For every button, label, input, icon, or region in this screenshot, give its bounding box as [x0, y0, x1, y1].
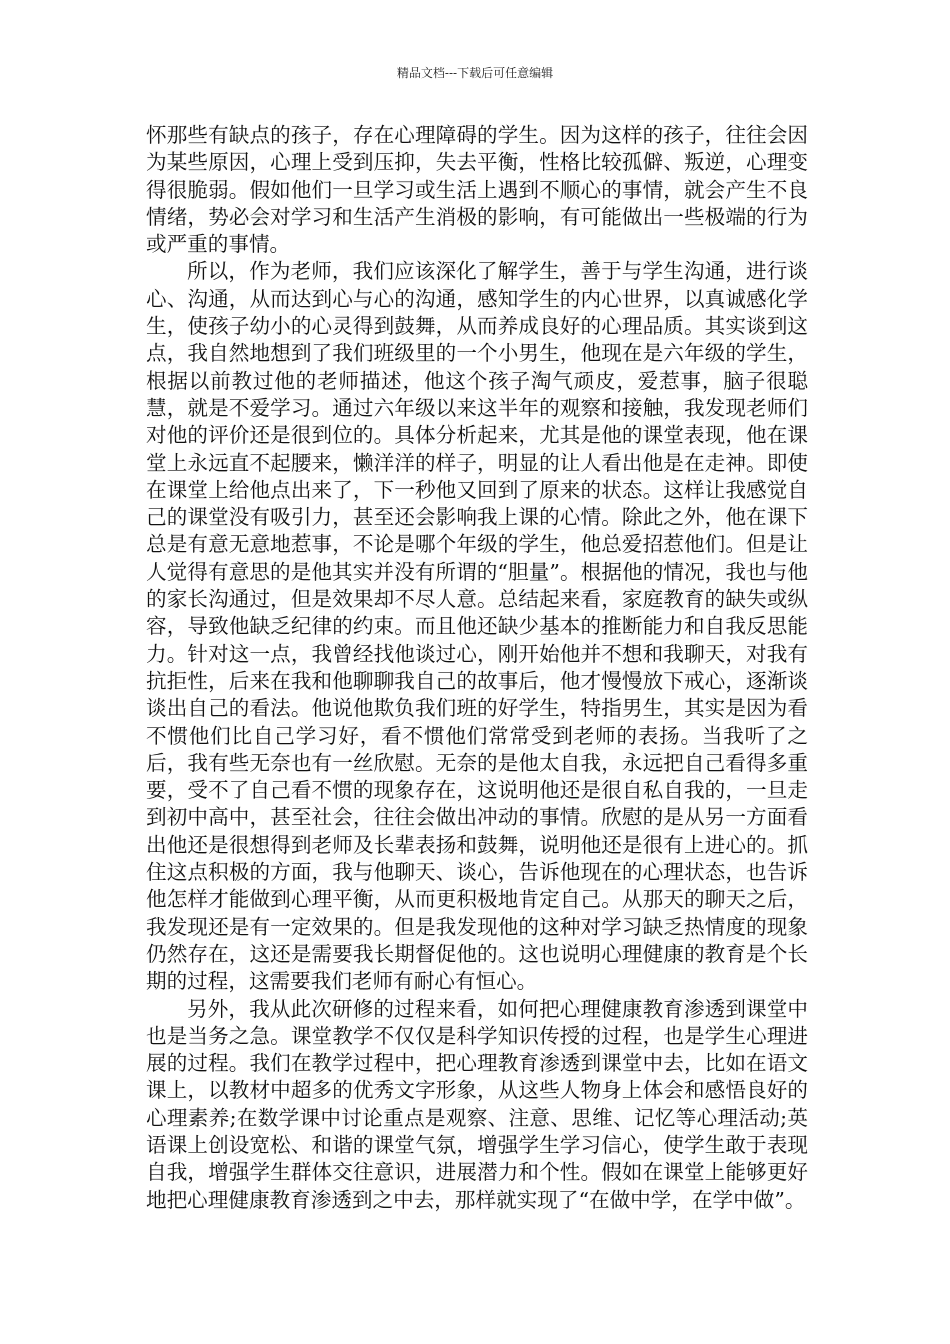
paragraph-continuation: 怀那些有缺点的孩子，存在心理障碍的学生。因为这样的孩子，往往会因为某些原因，心理上受到压抑，失去平衡，性格比较孤僻、叛逆，心理变得很脆弱。假如他们一旦学习或生活上遇到不顺心的事情，就会产生不良情绪，势必会对学习和生活产生消极的影响，有可能做出一些极端的行为或严重的事情。: [146, 123, 808, 257]
paragraph-classroom-integration: 另外，我从此次研修的过程来看，如何把心理健康教育渗透到课堂中也是当务之急。课堂教学不仅仅是科学知识传授的过程，也是学生心理进展的过程。我们在教学过程中，把心理教育渗透到课堂中去，比如在语文课上，以教材中超多的优秀文字形象，从这些人物身上体会和感悟良好的心理素养;在数学课中讨论重点是观察、注意、思维、记忆等心理活动;英语课上创设宽松、和谐的课堂气氛，增强学生学习信心，使学生敢于表现自我，增强学生群体交往意识，进展潜力和个性。假如在课堂上能够更好地把心理健康教育渗透到之中去，那样就实现了“在做中学，在学中做”。: [146, 996, 808, 1212]
document-body: [146, 122, 808, 1214]
paragraph-student-communication: 所以，作为老师，我们应该深化了解学生，善于与学生沟通，进行谈心、沟通，从而达到心与心的沟通，感知学生的内心世界，以真诚感化学生，使孩子幼小的心灵得到鼓舞，从而养成良好的心理品质。其实谈到这点，我自然地想到了我们班级里的一个小男生，他现在是六年级的学生，根据以前教过他的老师描述，他这个孩子淘气顽皮，爱惹事，脑子很聪慧，就是不爱学习。通过六年级以来这半年的观察和接触，我发现老师们对他的评价还是很到位的。具体分析起来，尤其是他的课堂表现，他在课堂上永远直不起腰来，懒洋洋的样子，明显的让人看出他是在走神。即使在课堂上给他点出来了，下一秒他又回到了原来的状态。这样让我感觉自己的课堂没有吸引力，甚至还会影响我上课的心情。除此之外，他在课下总是有意无意地惹事，不论是哪个年级的学生，他总爱招惹他们。但是让人觉得有意思的是他其实并没有所谓的“胆量”。根据他的情况，我也与他的家长沟通过，但是效果却不尽人意。总结起来看，家庭教育的缺失或纵容，导致他缺乏纪律的约束。而且他还缺少基本的推断能力和自我反思能力。针对这一点，我曾经找他谈过心，刚开始他并不想和我聊天，对我有抗拒性，后来在我和他聊聊我自己的故事后，他才慢慢放下戒心，逐渐谈谈出自己的看法。他说他欺负我们班的好学生，特指男生，其实是因为看不惯他们比自己学习好，看不惯他们常常受到老师的表扬。当我听了之后，我有些无奈也有一丝欣慰。无奈的是他太自我，永远把自己看得多重要，受不了自己看不惯的现象存在，这说明他还是很自私自我的，一旦走到初中高中，甚至社会，往往会做出冲动的事情。欣慰的是从另一方面看出他还是很想得到老师及长辈表扬和鼓舞，说明他还是很有上进心的。抓住这点积极的方面，我与他聊天、谈心，告诉他现在的心理状态，也告诉他怎样才能做到心理平衡，从而更积极地肯定自己。从那天的聊天之后，我发现还是有一定效果的。但是我发现他的这种对学习缺乏热情度的现象仍然存在，这还是需要我长期督促他的。这也说明心理健康的教育是个长期的过程，这需要我们老师有耐心有恒心。: [146, 259, 808, 994]
page-header: 精品文档---下载后可任意编辑: [396, 66, 554, 80]
